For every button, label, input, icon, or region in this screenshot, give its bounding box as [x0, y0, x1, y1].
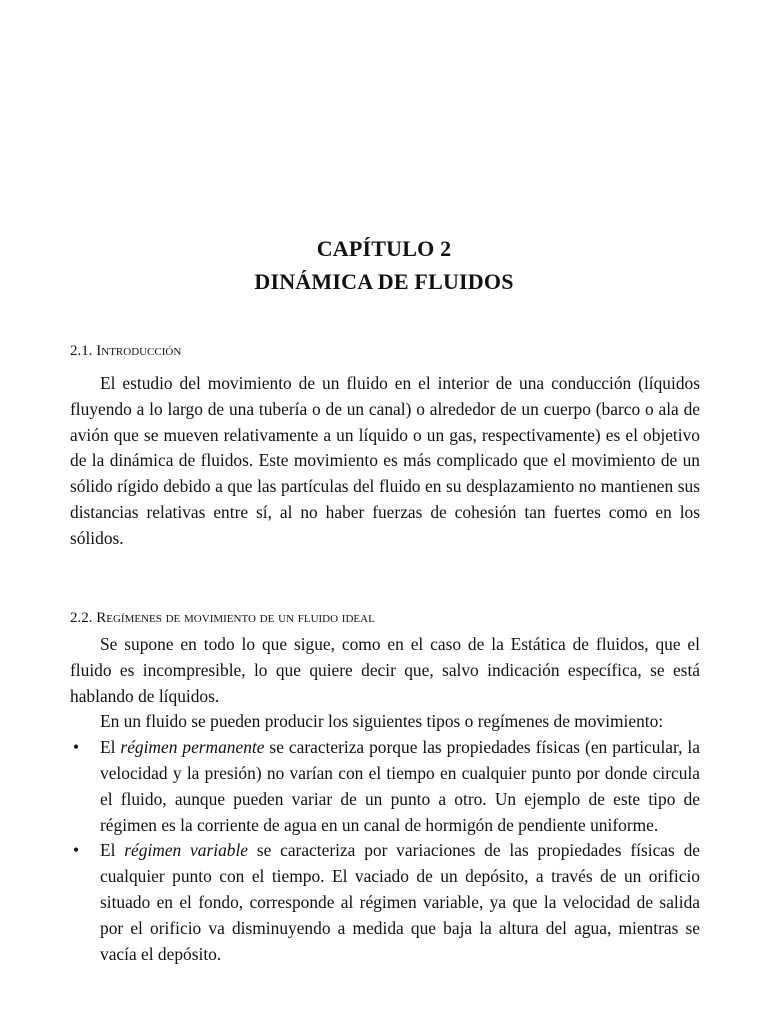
section-heading-introduccion — [70, 343, 181, 360]
list-item-lead: El — [100, 840, 125, 861]
chapter-name: DINÁMICA DE FLUIDOS — [254, 269, 514, 294]
section-body-regimenes — [70, 632, 700, 967]
section-number: 2.1. — [70, 343, 93, 359]
list-item — [70, 735, 700, 838]
paragraph: El estudio del movimiento de un fluido en el interior de una conducción (líquidos fluyendo a lo largo de una tubería o de un canal) o alrededor de un cuerpo (barco o ala de avión que se mueven relativamente a un líquido o un gas, respectivamente) es el objetivo de la dinámica de fluidos. Este movimiento es más complicado que el movimiento de un sólido rígido debido a que las partículas del fluido en su desplazamiento no mantienen sus distancias relativas entre sí, al no haber fuerzas de cohesión tan fuertes como en los sólidos. — [70, 373, 700, 548]
paragraph: Se supone en todo lo que sigue, como en el caso de la Estática de fluidos, que el fluido es incompresible, lo que quiere decir que, salvo indicación específica, se está hablando de líquidos. — [70, 634, 700, 706]
section-title: Introducción — [96, 343, 182, 359]
bullet-icon: • — [72, 737, 80, 758]
chapter-title — [0, 232, 768, 298]
list-item — [70, 838, 700, 967]
section-body-introduccion — [70, 371, 700, 552]
list-item-text: se caracteriza por variaciones de las propiedades físicas de cualquier punto con el tiempo. El vaciado de un depósito, a través de un orificio situado en el fondo, corresponde al régimen variable, ya que la velocidad de salida por el orificio va disminuyendo a medida que baja la altura del agua, mientras se vacía el depósito. — [100, 840, 700, 964]
list-item-term: régimen permanente — [120, 737, 265, 758]
section-heading-regimenes — [70, 610, 375, 627]
section-number: 2.2. — [70, 610, 93, 626]
list-item-lead: El — [100, 737, 121, 758]
list-item-text: se caracteriza porque las propiedades físicas (en particular, la velocidad y la presión) no varían con el tiempo en cualquier punto por donde circula el fluido, aunque pueden variar de un punto a otro. Un ejemplo de este tipo de régimen es la corriente de agua en un canal de hormigón de pendiente uniforme. — [100, 737, 700, 835]
paragraph: En un fluido se pueden producir los siguientes tipos o regímenes de movimiento: — [100, 711, 664, 732]
chapter-number: CAPÍTULO 2 — [316, 236, 452, 261]
section-title: Regímenes de movimiento de un fluido ideal — [96, 610, 375, 626]
bullet-icon: • — [72, 840, 80, 861]
regime-list — [70, 735, 700, 967]
list-item-term: régimen variable — [124, 840, 249, 861]
